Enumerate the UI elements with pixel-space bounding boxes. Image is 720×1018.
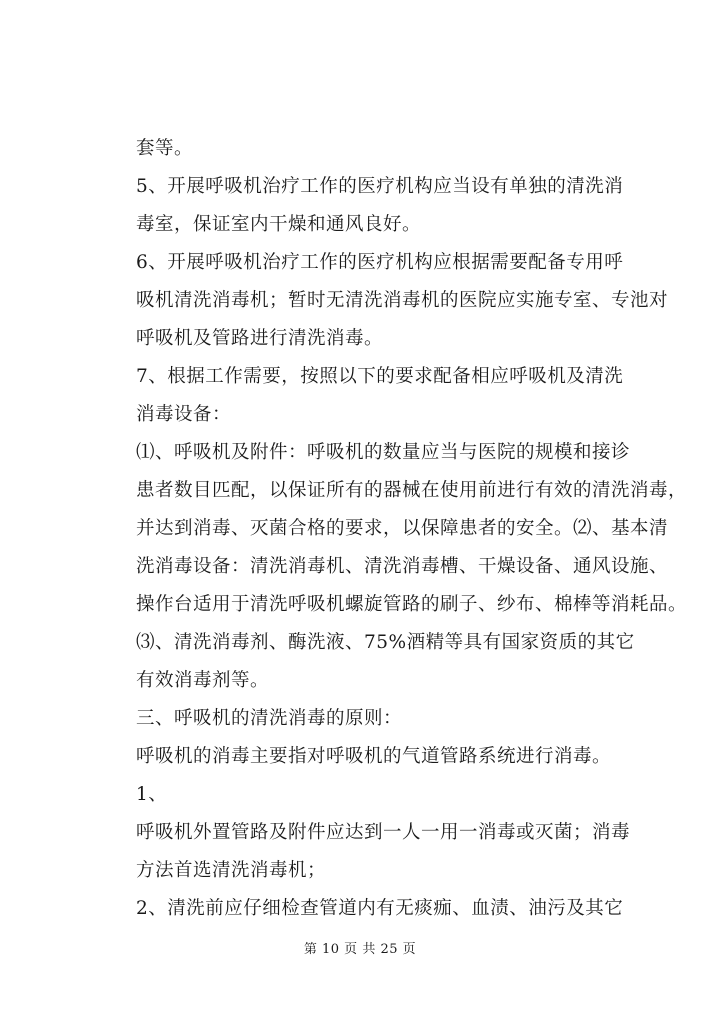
text-line-13: 操作台适用于清洗呼吸机螺旋管路的刷子、纱布、棉棒等消耗品。 [136, 594, 688, 615]
text-line-6: 呼吸机及管路进行清洗消毒。 [136, 328, 384, 349]
text-line-4: 6、开展呼吸机治疗工作的医疗机构应根据需要配备专用呼 [136, 252, 624, 273]
text-line-5: 吸机清洗消毒机；暂时无清洗消毒机的医院应实施专室、专池对 [136, 290, 669, 311]
text-line-1: 套等。 [136, 138, 194, 159]
page-number-footer: 第 10 页 共 25 页 [303, 942, 417, 957]
text-line-7: 7、根据工作需要，按照以下的要求配备相应呼吸机及清洗 [136, 366, 624, 387]
section-heading: 三、呼吸机的清洗消毒的原则： [136, 708, 403, 729]
text-line-2: 5、开展呼吸机治疗工作的医疗机构应当设有单独的清洗消 [136, 176, 624, 197]
text-line-10: 患者数目匹配，以保证所有的器械在使用前进行有效的清洗消毒， [136, 480, 688, 501]
text-line-15: 有效消毒剂等。 [136, 670, 270, 691]
text-line-21: 2、清洗前应仔细检查管道内有无痰痂、血渍、油污及其它 [136, 898, 624, 919]
text-line-19: 呼吸机外置管路及附件应达到一人一用一消毒或灭菌；消毒 [136, 822, 631, 843]
text-line-20: 方法首选清洗消毒机； [136, 860, 327, 881]
text-line-11: 并达到消毒、灭菌合格的要求，以保障患者的安全。⑵、基本清 [136, 518, 669, 539]
text-line-3: 毒室，保证室内干燥和通风良好。 [136, 214, 422, 235]
text-line-17: 呼吸机的消毒主要指对呼吸机的气道管路系统进行消毒。 [136, 746, 612, 767]
text-line-12: 洗消毒设备：清洗消毒机、清洗消毒槽、干燥设备、通风设施、 [136, 556, 669, 577]
text-line-14: ⑶、清洗消毒剂、酶洗液、75%酒精等具有国家资质的其它 [136, 632, 635, 653]
text-line-18: 1、 [136, 784, 168, 805]
text-line-9: ⑴、呼吸机及附件：呼吸机的数量应当与医院的规模和接诊 [136, 442, 631, 463]
text-line-8: 消毒设备： [136, 404, 232, 425]
